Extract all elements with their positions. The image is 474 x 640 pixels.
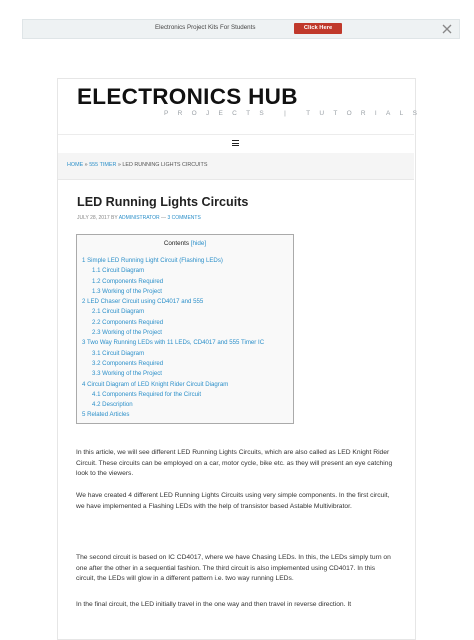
toc-title: Contents [163, 240, 190, 247]
table-of-contents [76, 234, 294, 424]
toc-link[interactable]: 3 Two Way Running LEDs with 11 LEDs, CD4017 and 555 Timer IC [82, 339, 265, 347]
post-meta [77, 215, 201, 221]
breadcrumb-separator: » [116, 162, 123, 168]
post-by: BY [109, 215, 119, 221]
toc-list [82, 256, 264, 421]
toc-link[interactable]: 3.2 Components Required [92, 359, 164, 367]
click-here-button[interactable]: Click Here [294, 23, 342, 34]
toc-link[interactable]: 1.1 Circuit Diagram [92, 267, 145, 275]
toc-header [77, 240, 293, 247]
breadcrumb-current: LED RUNNING LIGHTS CIRCUITS [122, 162, 208, 168]
post-meta-dash: — [159, 215, 168, 221]
article-paragraph: In the final circuit, the LED initially travel in the one way and then travel in reverse direction. It [76, 601, 352, 608]
post-author-link[interactable]: ADMINISTRATOR [118, 215, 160, 221]
toc-link[interactable]: 1.3 Working of the Project [92, 287, 163, 295]
breadcrumb-home-link[interactable]: HOME [67, 162, 84, 168]
site-title[interactable]: ELECTRONICS HUB [77, 84, 298, 109]
post-title: LED Running Lights Circuits [77, 195, 249, 209]
toc-link[interactable]: 1 Simple LED Running Light Circuit (Flashing LEDs) [82, 257, 223, 264]
toc-link[interactable]: 1.2 Components Required [92, 277, 164, 285]
toc-link[interactable]: 2.1 Circuit Diagram [92, 308, 145, 316]
toc-link[interactable]: 4 Circuit Diagram of LED Knight Rider Circuit Diagram [82, 380, 229, 388]
article-paragraph: The second circuit is based on IC CD4017, where we have Chasing LEDs. In this, the LEDs simply turn on one after the other in a sequential fashion. The third circuit is also implemented using CD4017. In this circuit, the LEDs will glow in a different pattern i.e. two way running LEDs. [76, 554, 391, 583]
toc-link[interactable]: 3.1 Circuit Diagram [92, 349, 145, 357]
toc-link[interactable]: 2.2 Components Required [92, 318, 164, 326]
article-paragraph: We have created 4 different LED Running Lights Circuits using very simple components. In the first circuit, we have implemented a Flashing LEDs with the help of transistor based Astable Multivibrator. [76, 492, 390, 510]
post-date: JULY 28, 2017 [77, 215, 110, 221]
site-tagline: PROJECTS | TUTORIALS [164, 110, 427, 117]
close-icon[interactable] [440, 22, 454, 36]
toc-link[interactable]: 3.3 Working of the Project [92, 370, 163, 378]
hamburger-menu-icon[interactable] [232, 140, 239, 146]
promo-text: Electronics Project Kits For Students [155, 24, 256, 31]
toc-link[interactable]: 4.2 Description [92, 401, 133, 409]
toc-link[interactable]: 2 LED Chaser Circuit using CD4017 and 555 [82, 298, 204, 306]
post-comments-link[interactable]: 3 COMMENTS [167, 215, 201, 221]
promo-bar [22, 19, 460, 39]
toc-hide-toggle[interactable]: [hide] [190, 240, 207, 247]
toc-link[interactable]: 2.3 Working of the Project [92, 329, 163, 337]
breadcrumb-separator: » [83, 162, 90, 168]
breadcrumb [67, 162, 207, 168]
breadcrumb-category-link[interactable]: 555 TIMER [89, 162, 117, 168]
toc-link[interactable]: 5 Related Articles [82, 411, 130, 419]
article-paragraph: In this article, we will see different LED Running Lights Circuits, which are also called as LED Knight Rider Circuit. These circuits can be employed on a car, motor cycle, bike etc. as they will present an eye catching look to the viewers. [76, 449, 393, 478]
toc-link[interactable]: 4.1 Components Required for the Circuit [92, 390, 202, 398]
